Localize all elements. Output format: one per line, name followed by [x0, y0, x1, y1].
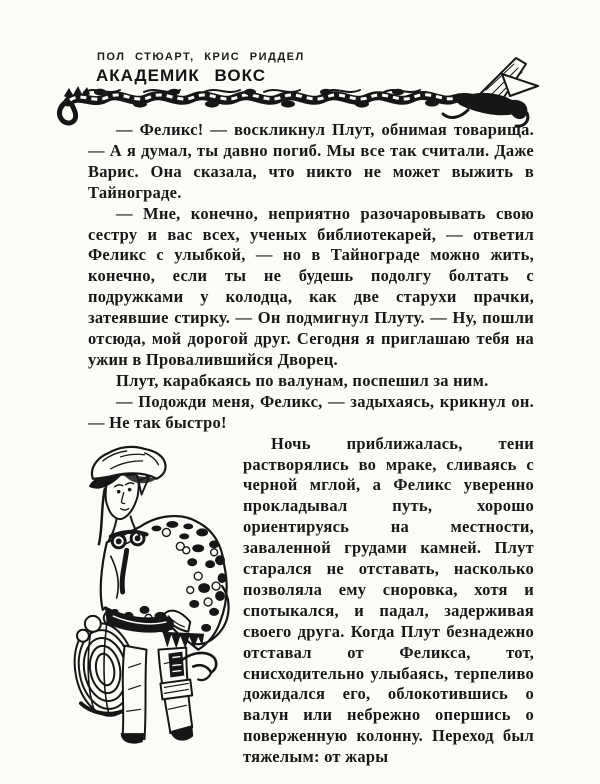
page-text	[88, 120, 534, 768]
dragon-figure-icon	[443, 58, 538, 126]
paragraph-4: — Подожди меня, Феликс, — задыхаясь, крикнул он. — Не так быстро!	[88, 391, 534, 432]
felix-illustration-svg	[61, 439, 238, 753]
book-title: АКАДЕМИК ВОКС	[96, 66, 266, 85]
felix-illustration	[61, 439, 238, 753]
paragraph-2: — Мне, конечно, неприятно разочаровывать свою сестру и вас всех, ученых библиотекарей, — ответил Феликс с улыбкой, — но в Тайнограде можно жить, конечно, если ты не будешь подолгу болтать с подружками у колодца, как две старухи прачки, затеявшие стирку. — Он подмигнул Плуту. — Ну, пошли отсюда, мой дорогой друг. Сегодня я приглашаю тебя на ужин в Провалившийся Дворец.	[88, 203, 534, 369]
paragraph-1: — Феликс! — воскликнул Плут, обнимая товарища. — А я думал, ты давно погиб. Мы все так считали. Даже Варис. Она сказала, что никто не может выжить в Тайнограде.	[88, 120, 534, 202]
paragraph-5: Ночь приближалась, тени растворялись во мраке, сливаясь с черной мглой, а Феликс уверенно прокладывал путь, хорошо ориентируясь на местности, заваленной грудами камней. Плут старался не отставать, насколько позволяла ему сноровка, хотя и спотыкался, и падал, задерживая своего друга. Когда Плут безнадежно отставал от Феликса, тот, снисходительно улыбаясь, терпеливо дожидался его, облокотившись о валун или небрежно опершись о поверженную колонну. Переход был тяжелым: от жары	[243, 433, 534, 767]
paragraph-3: Плут, карабкаясь по валунам, поспешил за ним.	[116, 370, 489, 390]
authors-line: ПОЛ СТЮАРТ, КРИС РИДДЕЛ	[97, 51, 305, 63]
